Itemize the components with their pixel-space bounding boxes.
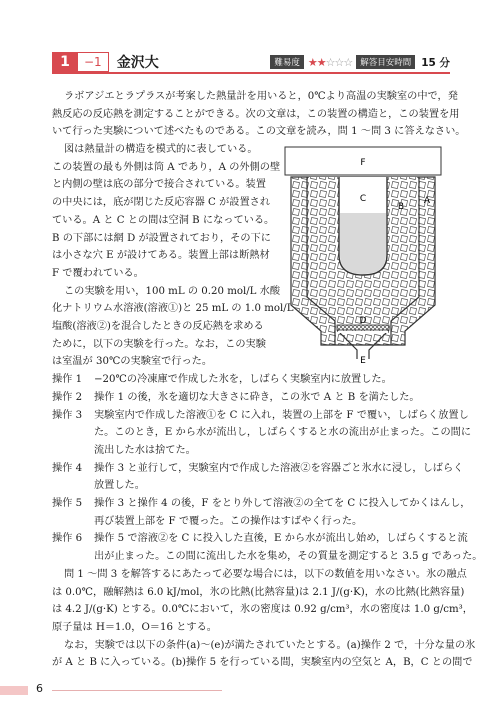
experiment-line-2: 化ナトリウム水溶液(溶液①)と 25 mL の 1.0 mol/L [52, 303, 294, 315]
problem-number: 1 [52, 52, 78, 72]
problem-header [52, 52, 450, 74]
step-label: 操作 2 [52, 391, 83, 403]
structure-line-1: 図は熱量計の構造を模式的に表している。 [64, 144, 258, 155]
intro-line-2: 熱反応の反応熱を測定することができる。次の文章は，この装置の構造と，この装置を用 [52, 108, 460, 120]
label-D: D [359, 316, 367, 326]
star-empty-icon: ☆ [325, 55, 335, 69]
step-text: 操作 5 で溶液②を C に投入した直後，E から水が流出し始め，しばらくすると流 [94, 533, 468, 545]
step-text: 操作 1 の後，氷を適切な大きさに砕き，この氷で A と B を満たした。 [94, 391, 420, 403]
difficulty-label: 難易度 [270, 55, 304, 69]
step-text: 操作 3 と操作 4 の後，F をとり外して溶液②の全てを C に投入してかくはんし， [94, 498, 471, 509]
structure-line-8: F で覆われている。 [52, 267, 144, 279]
star-empty-icon: ☆ [334, 55, 344, 69]
constants-line-4: 原子量は H＝1.0，O＝16 とする。 [52, 621, 217, 633]
structure-line-7: は小さな穴 E が設けてある。装置上部は断熱材 [52, 250, 270, 262]
step-label: 操作 5 [52, 498, 83, 509]
step-text: 流出した水は捨てた。 [94, 444, 196, 456]
experiment-line-4: ために，以下の実験を行った。なお，この実験 [52, 338, 266, 350]
page-band [0, 686, 28, 695]
star-filled-icon: ★ [307, 55, 317, 69]
step-label: 操作 3 [52, 409, 83, 421]
footer-rule [52, 690, 222, 691]
step-text: 再び装置上部を F で覆った。この操作はすばやく行った。 [94, 515, 363, 527]
structure-line-4: の中央には，底が閉じた反応容器 C が設置され [52, 197, 271, 209]
constants-line-3: は 4.2 J/(g·K) とする。0.0℃において，氷の密度は 0.92 g/cm³，水の密度は 1.0 g/cm³， [52, 604, 473, 616]
experiment-line-3: 塩酸(溶液②)を混合したときの反応熱を求める [52, 321, 264, 332]
school-name: 金沢大 [116, 55, 159, 71]
structure-line-5: ている。A と C との間は空洞 B になっている。 [52, 214, 275, 226]
step-text: −20℃の冷凍庫で作成した氷を，しばらく実験室内に放置した。 [94, 374, 392, 386]
step-text: 出が止まった。この間に流出した水を集め，その質量を測定すると 3.5 g であった。 [94, 551, 483, 563]
label-F: F [360, 158, 366, 168]
experiment-line-5: は室温が 30℃の実験室で行った。 [52, 356, 213, 368]
step-text: 操作 3 と並行して，実験室内で作成した溶液②を容器ごと氷水に浸し，しばらく [94, 462, 464, 474]
page-number: 6 [36, 682, 43, 695]
constants-line-2: は 0.0℃，融解熱は 6.0 kJ/mol，氷の比熱(比熱容量)は 2.1 J/(g·K)，水の比熱(比熱容量) [52, 586, 465, 598]
structure-line-2: この装置の最も外側は筒 A であり，A の外側の壁 [52, 161, 281, 173]
conditions-line-1: なお，実験では以下の条件(a)〜(e)が満たされていたとする。(a)操作 2 で，十分な量の氷 [64, 639, 476, 651]
problem-badge [52, 52, 159, 72]
time-value: 15 分 [421, 56, 450, 69]
time-label: 解答目安時間 [356, 55, 415, 69]
step-text: た。このとき，E から水が流出し，しばらくすると水の流出が止まった。この間に [94, 427, 472, 439]
structure-line-6: B の下部には網 D が設置されており，その下に [52, 232, 271, 244]
experiment-line-1: この実験を用い，100 mL の 0.20 mol/L 水酸 [64, 285, 281, 297]
difficulty-stars [308, 56, 352, 69]
label-E: E [360, 356, 366, 365]
label-C: C [359, 194, 367, 204]
label-B: B [397, 202, 405, 212]
calorimeter-diagram [283, 145, 443, 365]
step-label: 操作 1 [52, 374, 83, 386]
problem-sub-number: −1 [78, 52, 109, 72]
step-text: 放置した。 [94, 480, 145, 492]
star-empty-icon: ☆ [343, 55, 353, 69]
conditions-line-2: が A と B に入っている。(b)操作 5 を行っている間，実験室内の空気と A，B，C との間で [52, 657, 473, 669]
intro-line-1: ラボアジエとラプラスが考案した熱量計を用いると，0℃より高温の実験室の中で，発 [64, 91, 458, 102]
vessel-solution [340, 213, 386, 274]
step-text: 実験室内で作成した溶液①を C に入れ，装置の上部を F で覆い，しばらく放置し [94, 409, 469, 421]
step-label: 操作 6 [52, 533, 83, 545]
intro-line-3: いて行った実験について述べたものである。この文章を読み，問 1 〜問 3 に答えなさい。 [52, 126, 466, 138]
star-filled-icon: ★ [316, 55, 326, 69]
structure-line-3: と内側の壁は底の部分で接合されている。装置 [52, 179, 266, 191]
label-A: A [423, 196, 431, 206]
constants-line-1: 問 1 〜問 3 を解答するにあたって必要な場合には，以下の数値を用いなさい。氷の融点 [64, 568, 467, 580]
problem-meta [270, 54, 450, 70]
step-label: 操作 4 [52, 462, 83, 474]
